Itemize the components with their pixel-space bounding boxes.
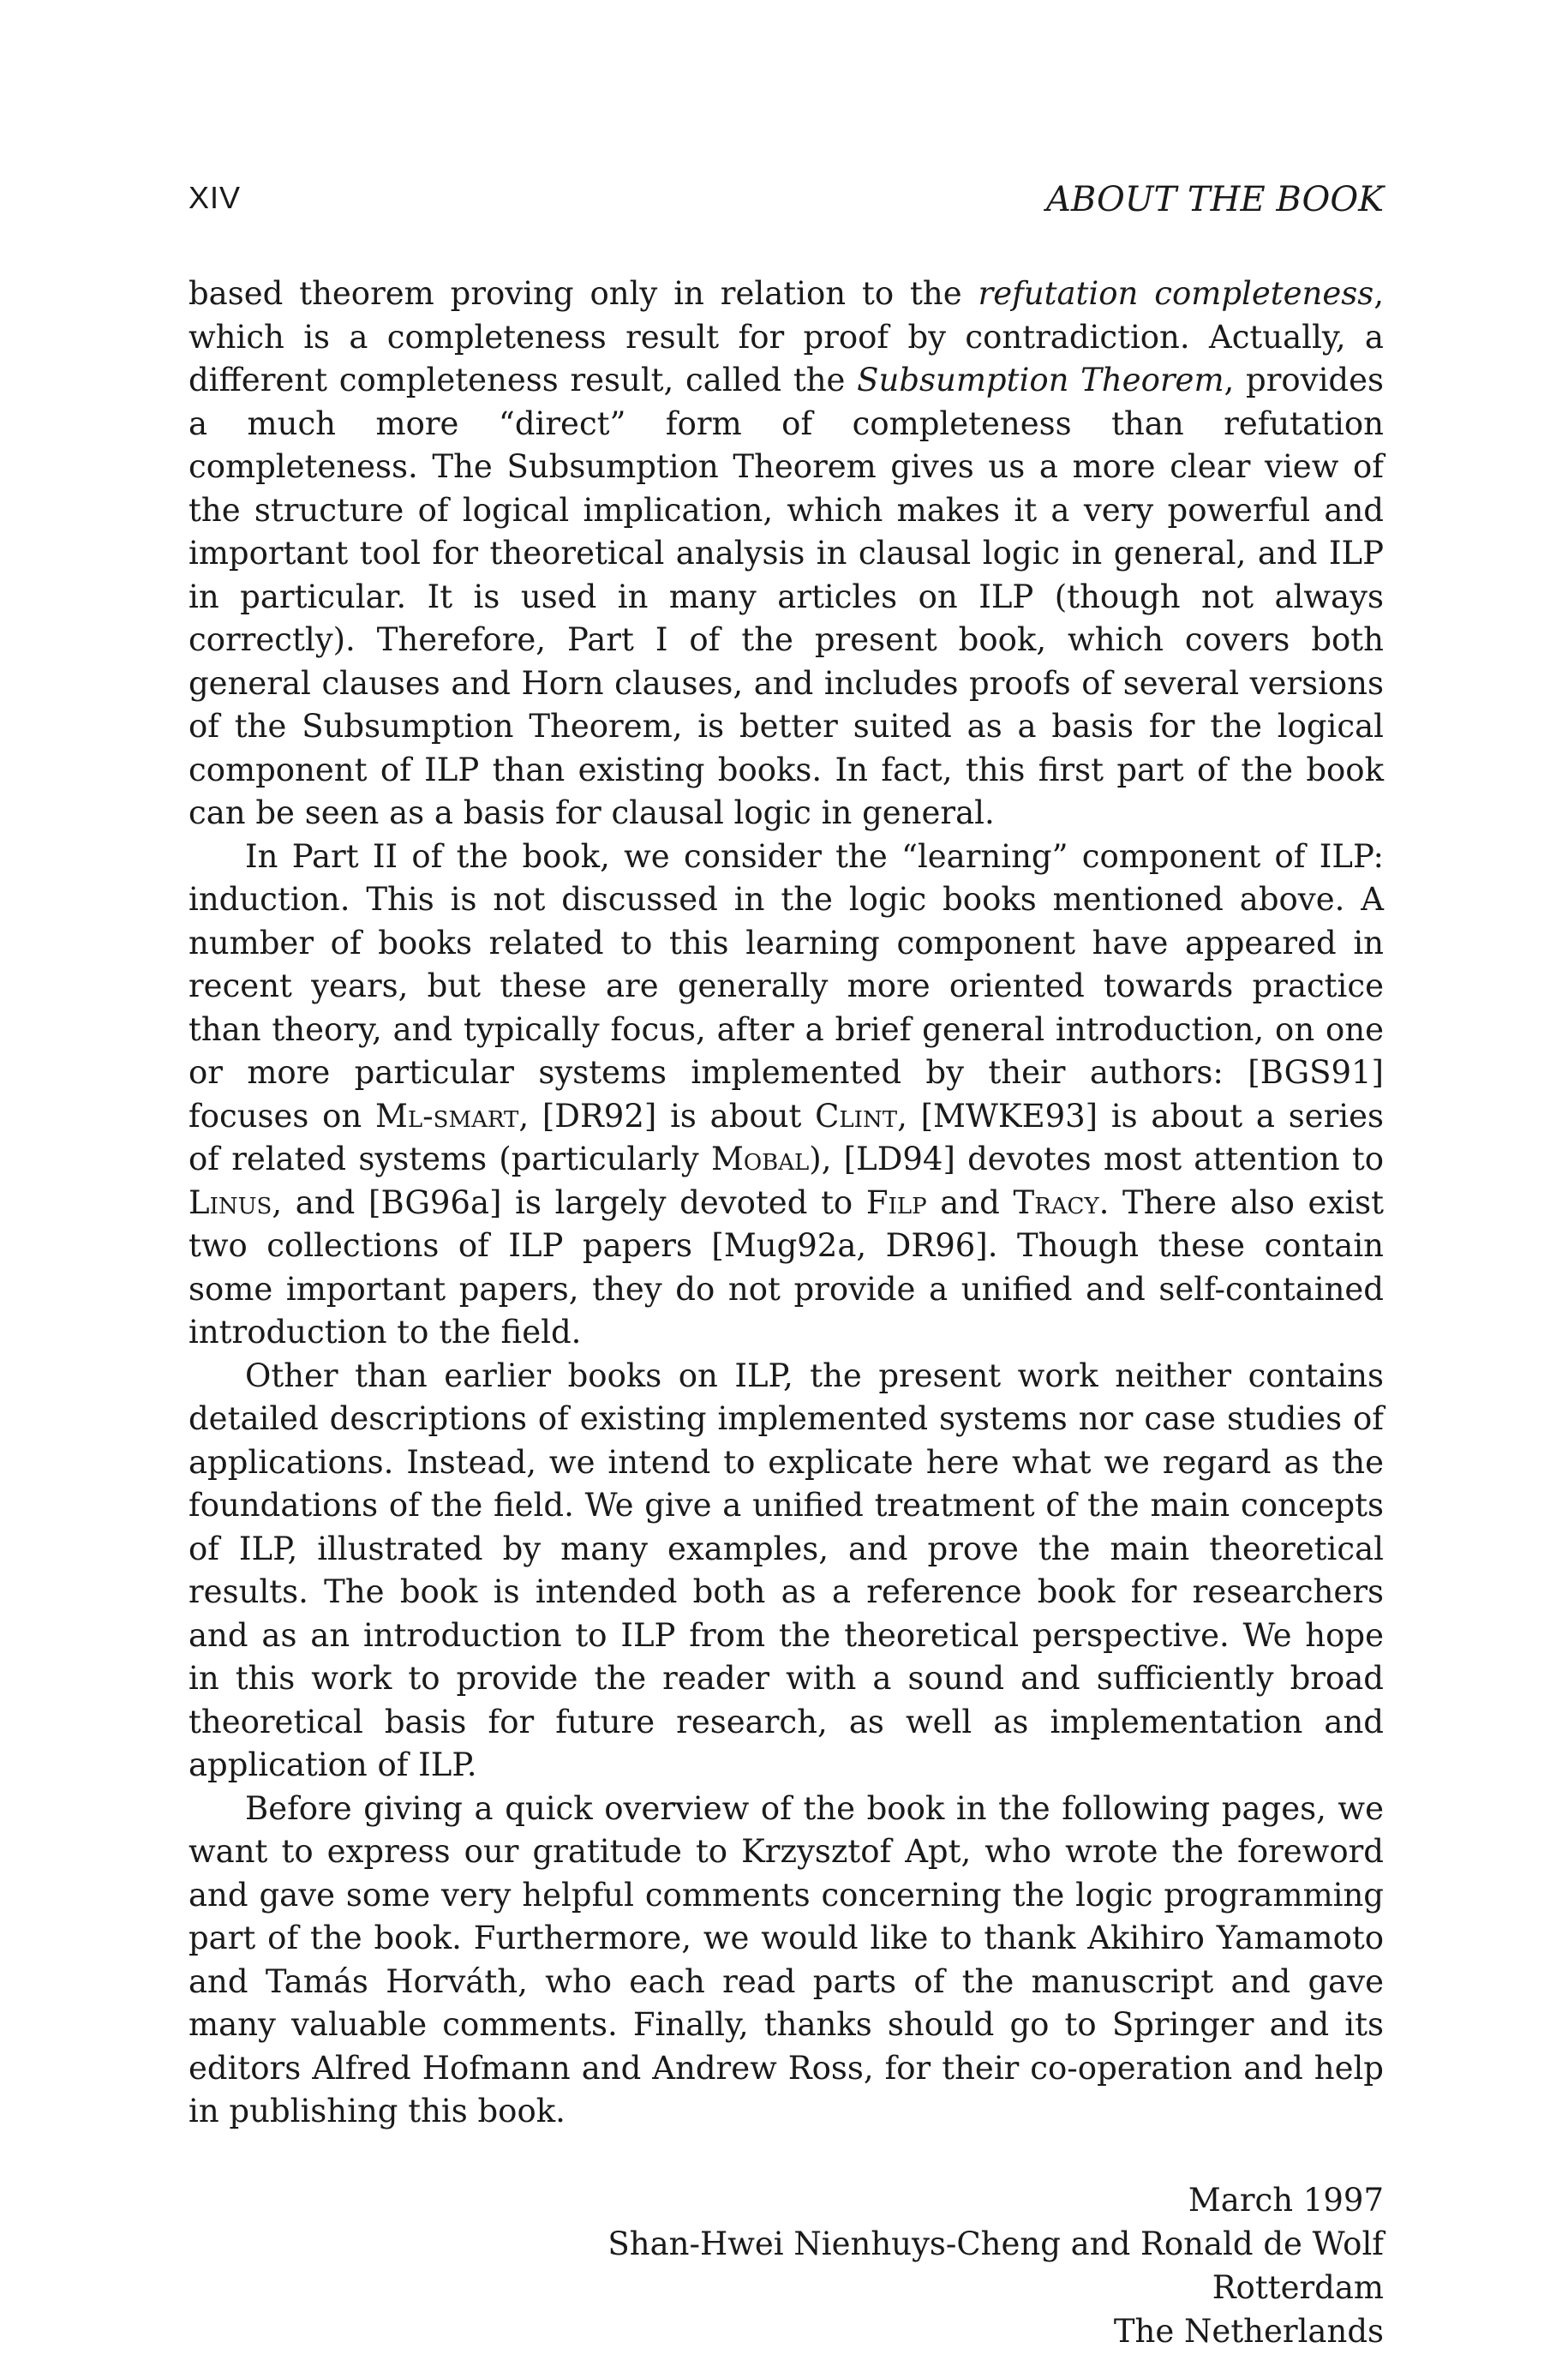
signature-country: The Netherlands (1113, 2312, 1384, 2350)
signature-authors: Shan-Hwei Nienhuys-Cheng and Ronald de Wolf (607, 2225, 1384, 2262)
signature-city: Rotterdam (1212, 2268, 1384, 2306)
text-run: and (926, 1183, 1014, 1221)
signature-block (189, 2178, 1384, 2353)
text-run: Other than earlier books on ILP, the present work neither contains detailed descriptions of existing implemented systems nor case studies of applications. Instead, we intend to explicate here what we regard as the foundations of the field. We give a unified treatment of the main concepts of ILP, illustrated by many examples, and prove the main theoretical results. The book is intended both as a reference book for researchers and as an introduction to ILP from the theoretical perspective. We hope in this work to provide the reader with a sound and sufficiently broad theoretical basis for future research, as well as implementation and application of ILP. (189, 1357, 1384, 1783)
paragraph-2 (189, 836, 1384, 1355)
italic-term: refutation completeness (978, 275, 1374, 312)
text-run: . There also exist two collections of ILP papers [Mug92a, DR96]. Though these contain some important papers, they do not provide a unified and self-contained introduction to the field. (189, 1183, 1384, 1351)
system-name: Mobal (710, 1141, 810, 1177)
text-run: In Part II of the book, we consider the “learning” component of ILP: induction. This is not discussed in the logic books mentioned above. A number of books related to this learning component have appeared in recent years, but these are generally more oriented towards practice than theory, and typically focus, after a brief general introduction, on one or more particular systems implemented by their authors: [BGS91] focuses on (189, 837, 1384, 1135)
signature-date: March 1997 (1188, 2181, 1384, 2219)
text-run: , [MWKE93] is about a series of related systems (particularly (189, 1097, 1384, 1177)
system-name: Linus (189, 1183, 272, 1221)
running-title: ABOUT THE BOOK (1045, 180, 1384, 219)
page-number: XIV (189, 180, 242, 215)
system-name: Tracy (1013, 1183, 1099, 1221)
system-name: Filp (865, 1183, 927, 1221)
italic-term: Subsumption Theorem (857, 362, 1224, 398)
text-run: , which is a completeness result for proof by contradiction. Actually, a different completeness result, called the (189, 275, 1384, 398)
system-name: Clint (815, 1097, 898, 1135)
system-name: Ml-smart (375, 1097, 519, 1135)
running-head (189, 180, 1384, 231)
body-text (189, 273, 1384, 2134)
book-page (189, 180, 1384, 2353)
paragraph-4 (189, 1788, 1384, 2134)
text-run: ), [LD94] devotes most attention to (809, 1141, 1384, 1177)
text-run: based theorem proving only in relation to the (189, 275, 979, 312)
paragraph-3 (189, 1355, 1384, 1788)
text-run: , and [BG96a] is largely devoted to (272, 1183, 866, 1221)
text-run: , [DR92] is about (518, 1097, 816, 1135)
text-run: , provides a much more “direct” form of completeness than refutation completeness. The Subsumption Theorem gives us a more clear view of the structure of logical implication, which makes it a very powerful and important tool for theoretical analysis in clausal logic in general, and ILP in particular. It is used in many articles on ILP (though not always correctly). Therefore, Part I of the present book, which covers both general clauses and Horn clauses, and includes proofs of several versions of the Subsumption Theorem, is better suited as a basis for the logical component of ILP than existing books. In fact, this first part of the book can be seen as a basis for clausal logic in general. (189, 362, 1384, 831)
paragraph-1 (189, 273, 1384, 836)
text-run: Before giving a quick overview of the book in the following pages, we want to express our gratitude to Krzysztof Apt, who wrote the foreword and gave some very helpful comments concerning the logic programming part of the book. Furthermore, we would like to thank Akihiro Yamamoto and Tamás Horváth, who each read parts of the manuscript and gave many valuable comments. Finally, thanks should go to Springer and its editors Alfred Hofmann and Andrew Ross, for their co-operation and help in publishing this book. (189, 1789, 1384, 2129)
